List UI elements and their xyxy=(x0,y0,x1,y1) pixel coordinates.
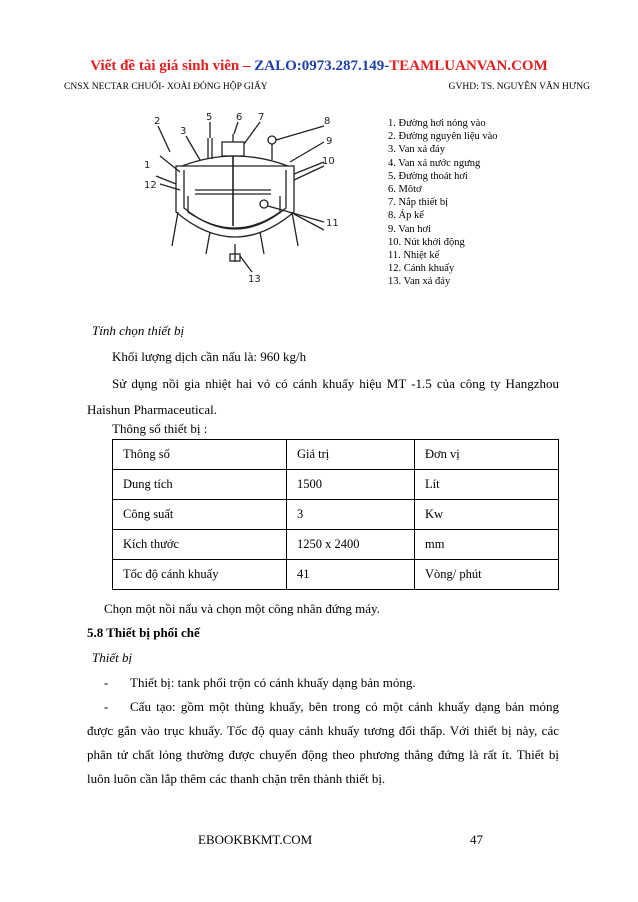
banner-text: Viết đề tài giá sinh viên – xyxy=(90,58,255,74)
table-cell: 1500 xyxy=(287,470,415,500)
callout-8: 8 xyxy=(324,116,331,127)
table-cell: Lít xyxy=(415,470,559,500)
legend-item: 3. Van xả đáy xyxy=(388,144,445,156)
running-header-right: GVHD: TS. NGUYỄN VĂN HƯNG xyxy=(448,82,590,92)
running-header xyxy=(64,82,590,92)
table-header-cell: Đơn vị xyxy=(415,440,559,470)
callout-7: 7 xyxy=(258,112,265,123)
banner-site: TEAMLUANVAN.COM xyxy=(389,58,548,74)
table-header-cell: Thông số xyxy=(113,440,287,470)
paragraph-selection-result: Chọn một nồi nấu và chọn một công nhân đứng máy. xyxy=(104,601,380,616)
spec-table xyxy=(112,439,559,590)
watermark-banner xyxy=(0,58,638,75)
callout-6: 6 xyxy=(236,112,243,123)
callout-12: 12 xyxy=(144,180,157,191)
table-cell: mm xyxy=(415,530,559,560)
callout-3: 3 xyxy=(180,126,187,137)
callout-2: 2 xyxy=(154,116,161,127)
paragraph-mass: Khối lượng dịch cần nấu là: 960 kg/h xyxy=(112,349,307,364)
legend-item: 6. Môtơ xyxy=(388,183,422,195)
paragraph-kettle-line1: Sử dụng nồi gia nhiệt hai vỏ có cánh khuấy hiệu MT -1.5 của công ty Hangzhou xyxy=(112,376,559,391)
footer-site: EBOOKBKMT.COM xyxy=(198,832,313,847)
callout-13: 13 xyxy=(248,274,261,285)
table-row xyxy=(113,530,559,560)
legend-item: 11. Nhiệt kế xyxy=(388,249,440,261)
running-header-left: CNSX NECTAR CHUỐI- XOÀI ĐÓNG HỘP GIẤY xyxy=(64,82,268,92)
bullet-equipment: Thiết bị: tank phối trộn có cánh khuấy dạng bản mỏng. xyxy=(130,675,416,690)
callout-5: 5 xyxy=(206,112,213,123)
section-title-mixer: 5.8 Thiết bị phối chế xyxy=(87,625,200,640)
bullet-structure-line1: Cấu tạo: gồm một thùng khuấy, bên trong có một cánh khuấy dạng bản mỏng xyxy=(130,699,559,714)
paragraph-structure-line3: phân tử chất lỏng thường được chuyển động theo phương thẳng đứng là rất ít. Thiết bị xyxy=(87,747,559,762)
figure-legend xyxy=(388,117,498,288)
banner-zalo: ZALO:0973.287.149- xyxy=(254,58,390,74)
table-cell: Dung tích xyxy=(113,470,287,500)
table-cell: 3 xyxy=(287,500,415,530)
callout-9: 9 xyxy=(326,136,333,147)
callout-10: 10 xyxy=(322,156,335,167)
table-row xyxy=(113,500,559,530)
paragraph-structure-line4: luôn luôn cần lắp thêm các thanh chặn trên thành thiết bị. xyxy=(87,771,386,786)
paragraph-spec-intro: Thông số thiết bị : xyxy=(112,421,208,436)
legend-item: 8. Áp kế xyxy=(388,210,424,222)
page-number: 47 xyxy=(470,832,483,847)
legend-item: 9. Van hơi xyxy=(388,223,431,235)
table-cell: Tốc độ cánh khuấy xyxy=(113,560,287,590)
table-header-row xyxy=(113,440,559,470)
callout-1: 1 xyxy=(144,160,151,171)
paragraph-structure-line2: được gắn vào trục khuấy. Tốc độ quay cánh khuấy tương đối thấp. Với thiết bị này, các xyxy=(87,723,559,738)
table-row xyxy=(113,470,559,500)
table-cell: Vòng/ phút xyxy=(415,560,559,590)
legend-item: 5. Đường thoát hơi xyxy=(388,170,468,182)
table-cell: 1250 x 2400 xyxy=(287,530,415,560)
legend-item: 12. Cánh khuấy xyxy=(388,263,455,275)
table-cell: Công suất xyxy=(113,500,287,530)
table-cell: 41 xyxy=(287,560,415,590)
table-cell: Kích thước xyxy=(113,530,287,560)
section-subheading-equipment: Thiết bị xyxy=(92,650,133,665)
section-heading-selection: Tính chọn thiết bị xyxy=(92,323,185,338)
legend-item: 7. Nắp thiết bị xyxy=(388,197,449,209)
callout-11: 11 xyxy=(326,218,339,229)
bullet-dash: - xyxy=(104,699,109,714)
legend-item: 13. Van xả đáy xyxy=(388,276,451,288)
bullet-dash: - xyxy=(104,675,109,690)
legend-item: 10. Nút khởi động xyxy=(388,236,465,248)
legend-item: 2. Đường nguyên liệu vào xyxy=(388,131,498,143)
table-row xyxy=(113,560,559,590)
legend-item: 4. Van xả nước ngưng xyxy=(388,157,481,169)
legend-item: 1. Đường hơi nóng vào xyxy=(388,118,486,129)
paragraph-kettle-line2: Haishun Pharmaceutical. xyxy=(87,402,217,417)
table-cell: Kw xyxy=(415,500,559,530)
table-header-cell: Giá trị xyxy=(287,440,415,470)
